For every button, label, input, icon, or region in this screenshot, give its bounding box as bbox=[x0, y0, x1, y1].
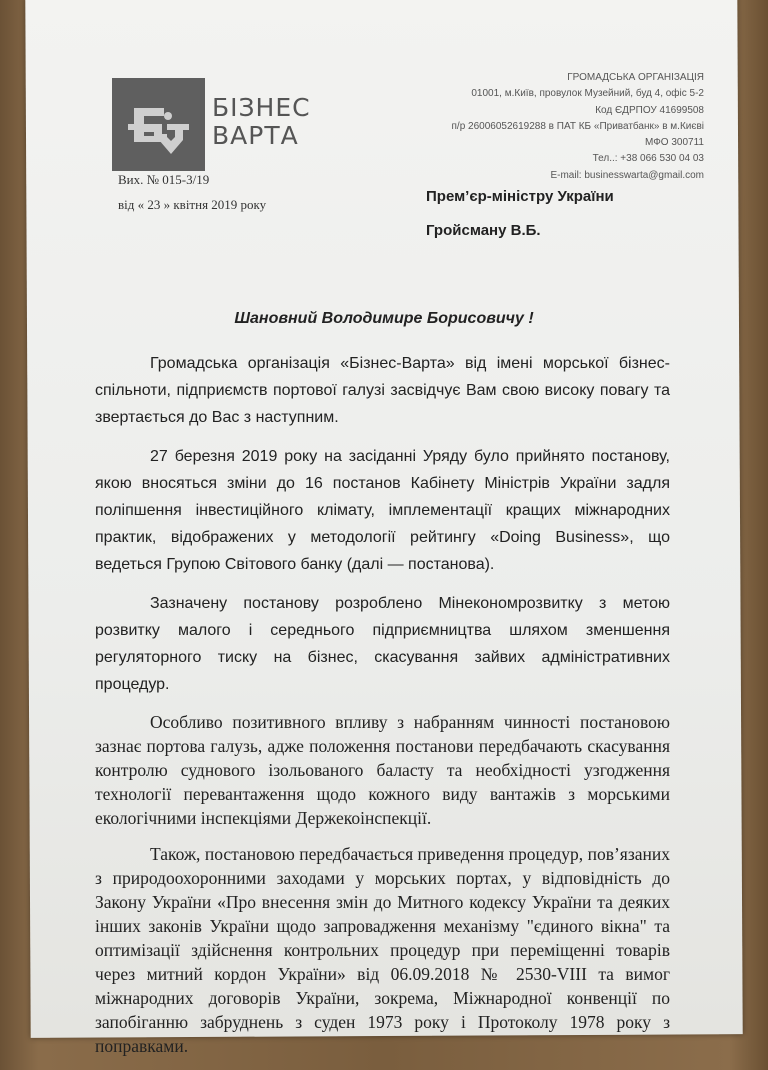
brand-line-1: БІЗНЕС bbox=[212, 93, 311, 122]
greeting: Шановний Володимире Борисовичу ! bbox=[234, 310, 534, 327]
org-address: 01001, м.Київ, провулок Музейний, буд 4, офіс 5-2 bbox=[471, 88, 704, 100]
brand-name bbox=[212, 94, 311, 150]
logo-mark-icon bbox=[112, 78, 205, 171]
paragraph-2: 27 березня 2019 року на засіданні Уряду було прийнято постанову, якою вносяться зміни до 16 постанов Кабінету Міністрів України задля поліпшення інвестиційного клімату, імплементації кращих міжнародних практик, відображених у методології рейтингу «Doing Business», що ведеться Групою Світового банку (далі — постанова). bbox=[95, 448, 670, 573]
addressee-name: Гройсману В.Б. bbox=[426, 222, 541, 239]
logo bbox=[112, 78, 205, 171]
letter-body bbox=[95, 350, 670, 1070]
addressee-title: Прем’єр-міністру України bbox=[426, 188, 614, 205]
org-mfo: МФО 300711 bbox=[644, 137, 704, 149]
outgoing-number: Вих. № 015-3/19 bbox=[118, 172, 210, 187]
paragraph-5: Також, постановою передбачається приведення процедур, пов’язаних з природоохоронними заходами у морських портах, у відповідність до Закону України «Про внесення змін до Митного кодексу України та деяких інших законів України щодо запровадження механізму "єдиного вікна" та оптимізації здійснення контрольних процедур при переміщенні товарів через митний кордон України» від 06.09.2018 № 2530-VIII та вимог міжнародних договорів України, зокрема, Міжнародної конвенції по запобіганню забруднень з суден 1973 року і Протоколу 1978 року з поправками. bbox=[95, 844, 670, 1056]
paragraph-3: Зазначену постанову розроблено Мінекономрозвитку з метою розвитку малого і середнього підприємництва шляхом зменшення регуляторного тиску на бізнес, скасування зайвих адміністративних процедур. bbox=[95, 595, 670, 693]
org-title: ГРОМАДСЬКА ОРГАНІЗАЦІЯ bbox=[567, 72, 704, 83]
org-account: п/р 26006052619288 в ПАТ КБ «Приватбанк» в м.Києві bbox=[451, 120, 704, 132]
org-email: E-mail: businesswarta@gmail.com bbox=[550, 169, 704, 181]
org-details bbox=[452, 70, 705, 184]
org-code: Код ЄДРПОУ 41699508 bbox=[595, 104, 704, 116]
paragraph-1: Громадська організація «Бізнес-Варта» від імені морської бізнес-спільноти, підприємств портової галузі засвідчує Вам свою високу повагу та звертається до Вас з наступним. bbox=[95, 355, 670, 426]
letter-date: від « 23 » квітня 2019 року bbox=[118, 197, 267, 212]
paragraph-4: Особливо позитивного впливу з набранням чинності постановою зазнає портова галузь, адже положення постанови передбачають скасування контролю суднового ізольованого баласту та необхідності узгодження технології перевантаження щодо кожного виду вантажів з морськими екологічними інспекціями Держекоінспекції. bbox=[95, 712, 670, 828]
org-phone: Тел..: +38 066 530 04 03 bbox=[592, 153, 704, 165]
brand-line-2: ВАРТА bbox=[212, 121, 299, 150]
